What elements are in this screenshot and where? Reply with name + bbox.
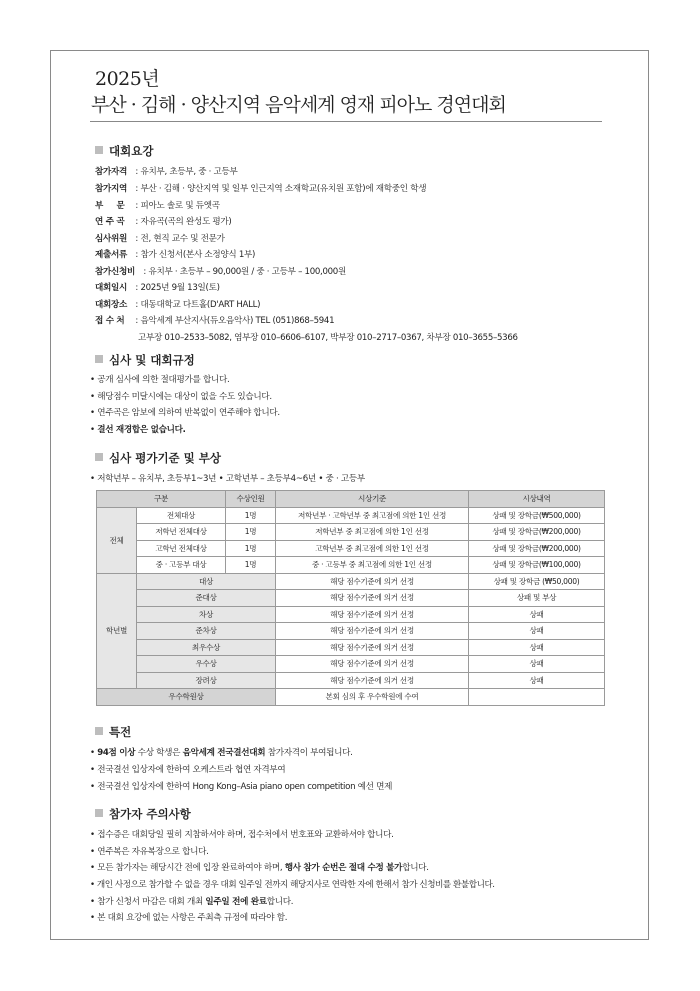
section-heading-rules: 심사 및 대회규정 (95, 352, 195, 368)
note-item: • 모든 참가자는 해당시간 전에 입장 완료하여야 하며, 행사 참가 순번은 절대 수정 불가합니다. (90, 863, 429, 873)
overview-row: 참가신청비 : 유치부 · 초등부 – 90,000원 / 중 · 고등부 – 100,000원 (95, 267, 346, 277)
table-row: 학년별 대상 해당 점수기준에 의거 선정 상패 및 장학금 (₩50,000) (97, 573, 605, 590)
title-divider (90, 121, 602, 122)
table-row: 차상 해당 점수기준에 의거 선정 상패 (97, 606, 605, 623)
benefit-item: • 전국결선 입상자에 한하여 Hong Kong–Asia piano open competition 예선 면제 (90, 782, 393, 792)
overview-row: 접 수 처 : 음악세계 부산지사(듀오음악사) TEL (051)868–5941 (95, 316, 335, 326)
table-row: 준대상 해당 점수기준에 의거 선정 상패 및 부상 (97, 590, 605, 607)
note-item: • 접수증은 대회당일 필히 지참하셔야 하며, 접수처에서 번호표와 교환하셔야 합니다. (90, 830, 394, 840)
group-label: 학년별 (97, 573, 137, 689)
contact-list: 고부장 010–2533–5082, 염부장 010–6606–6107, 박부장 010–2717–0367, 차부장 010–3655–5366 (138, 333, 518, 343)
overview-row: 대회일시 : 2025년 9월 13일(토) (95, 283, 220, 293)
overview-row: 심사위원 : 전, 현직 교수 및 전문가 (95, 234, 225, 244)
table-row: 저학년 전체대상 1명 저학년부 중 최고점에 의한 1인 선정 상패 및 장학금(₩200,000) (97, 524, 605, 541)
award-table (96, 490, 605, 706)
note-item: • 개인 사정으로 참가할 수 없을 경우 대회 일주일 전까지 해당지사로 연락한 자에 한해서 참가 신청비를 환불합니다. (90, 880, 495, 890)
rule-item: • 해당점수 미달시에는 대상이 없을 수도 있습니다. (90, 392, 272, 402)
table-row: 중 · 고등부 대상 1명 중 · 고등부 중 최고점에 의한 1인 선정 상패 및 장학금(₩100,000) (97, 557, 605, 574)
square-bullet-icon (95, 453, 103, 461)
section-heading-criteria: 심사 평가기준 및 부상 (95, 450, 221, 466)
criteria-note: • 저학년부 – 유치부, 초등부1~3년 • 고학년부 – 초등부4~6년 • 중 · 고등부 (90, 474, 365, 484)
table-row: 준차상 해당 점수기준에 의거 선정 상패 (97, 623, 605, 640)
page-title: 부산 · 김해 · 양산지역 음악세계 영재 피아노 경연대회 (91, 94, 506, 116)
overview-row: 연 주 곡 : 자유곡(곡의 완성도 평가) (95, 217, 232, 227)
benefit-item: • 94점 이상 수상 학생은 음악세계 전국결선대회 참가자격이 부여됩니다. (90, 748, 353, 758)
square-bullet-icon (95, 146, 103, 154)
table-row: 장려상 해당 점수기준에 의거 선정 상패 (97, 672, 605, 689)
note-item: • 연주복은 자유복장으로 합니다. (90, 847, 209, 857)
overview-row: 대회장소 : 대동대학교 다트홀(D'ART HALL) (95, 300, 261, 310)
overview-row: 참가자격 : 유치부, 초등부, 중 · 고등부 (95, 167, 238, 177)
square-bullet-icon (95, 355, 103, 363)
title-year: 2025년 (95, 68, 160, 90)
overview-row: 부 문 : 피아노 솔로 및 듀엣곡 (95, 201, 220, 211)
col-header: 수상인원 (226, 491, 276, 508)
square-bullet-icon (95, 809, 103, 817)
note-item: • 본 대회 요강에 없는 사항은 주최측 규정에 따라야 함. (90, 913, 288, 923)
rule-item: • 연주곡은 암보에 의하여 반복없이 연주해야 합니다. (90, 408, 280, 418)
overview-row: 제출서류 : 참가 신청서(본사 소정양식 1부) (95, 250, 256, 260)
table-row: 전체 전체대상 1명 저학년부 · 고학년부 중 최고점에 의한 1인 선정 상패 및 장학금(₩500,000) (97, 507, 605, 524)
group-label: 전체 (97, 507, 137, 573)
col-header: 구분 (97, 491, 226, 508)
rule-item: • 결선 재경합은 없습니다. (90, 425, 186, 435)
section-heading-notes: 참가자 주의사항 (95, 806, 191, 822)
table-row: 우수상 해당 점수기준에 의거 선정 상패 (97, 656, 605, 673)
table-row: 고학년 전체대상 1명 고학년부 중 최고점에 의한 1인 선정 상패 및 장학금(₩200,000) (97, 540, 605, 557)
table-header-row (97, 491, 605, 508)
rule-item: • 공개 심사에 의한 절대평가를 합니다. (90, 375, 230, 385)
square-bullet-icon (95, 727, 103, 735)
table-row: 우수학원상 본회 심의 후 우수학원에 수여 (97, 689, 605, 706)
col-header: 시상기준 (276, 491, 469, 508)
section-heading-overview: 대회요강 (95, 143, 153, 159)
overview-row: 참가지역 : 부산 · 김해 · 양산지역 및 일부 인근지역 소재학교(유치원 포함)에 재학중인 학생 (95, 184, 427, 194)
benefit-item: • 전국결선 입상자에 한하여 오케스트라 협연 자격부여 (90, 765, 286, 775)
note-item: • 참가 신청서 마감은 대회 개최 일주일 전에 완료합니다. (90, 897, 294, 907)
table-row: 최우수상 해당 점수기준에 의거 선정 상패 (97, 639, 605, 656)
section-heading-benefits: 특전 (95, 724, 131, 740)
col-header: 시상내역 (469, 491, 605, 508)
